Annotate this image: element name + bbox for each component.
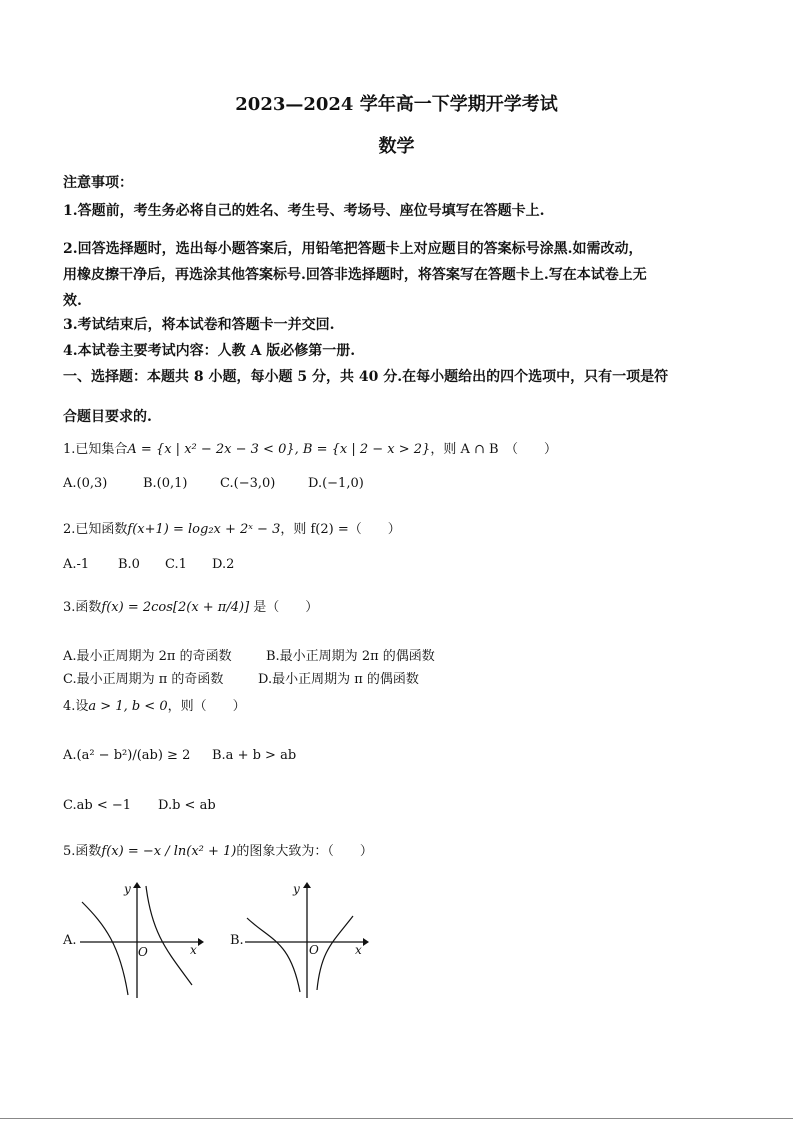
question-1-expression: A = {x | x² − 2x − 3 < 0}, B = {x | 2 − x > 2}	[127, 442, 431, 457]
graph-a-y-arrow-icon	[133, 882, 141, 888]
graph-a-x-arrow-icon	[198, 938, 204, 946]
question-2-option-a: A.-1	[63, 557, 90, 572]
notice-item-2-line-2: 用橡皮擦干净后，再选涂其他答案标号.回答非选择题时，将答案写在答题卡上.写在本试卷上无	[63, 267, 647, 283]
question-2-option-c: C.1	[165, 557, 187, 572]
question-2-stem: 2.已知函数	[63, 522, 128, 537]
question-5-stem: 5.函数	[63, 844, 102, 859]
question-4-stem: 4.设	[63, 699, 89, 714]
question-2-tail: ，则 f(2) =（ ）	[280, 522, 401, 537]
question-5-expression: f(x) = −x / ln(x² + 1)	[101, 844, 237, 859]
question-1-option-b: B.(0,1)	[143, 476, 188, 491]
question-3-option-b: B.最小正周期为 2π 的偶函数	[266, 649, 435, 664]
question-4	[63, 695, 246, 714]
question-3-option-c: C.最小正周期为 π 的奇函数	[63, 672, 224, 687]
question-5-option-a-label: A.	[63, 933, 77, 948]
question-3-stem: 3.函数	[63, 600, 102, 615]
notice-item-4: 4.本试卷主要考试内容：人教 A 版必修第一册.	[63, 343, 356, 359]
question-3-tail: 是（ ）	[253, 600, 319, 615]
graph-b-right-branch	[317, 916, 353, 990]
question-4-option-c: C.ab < −1	[63, 798, 132, 813]
graph-a-y-label: y	[124, 882, 131, 896]
notice-item-1: 1.答题前，考生务必将自己的姓名、考生号、考场号、座位号填写在答题卡上.	[63, 203, 545, 219]
question-1-option-d: D.(−1,0)	[308, 476, 364, 491]
question-4-option-d: D.b < ab	[158, 798, 216, 813]
graph-b-x-label: x	[355, 943, 362, 957]
question-4-tail: ，则（ ）	[167, 699, 246, 714]
question-1-tail: ，则 A ∩ B （ ）	[430, 442, 558, 457]
question-5-tail: 的图象大致为：（ ）	[236, 844, 373, 859]
question-3	[63, 596, 318, 615]
question-1-option-c: C.(−3,0)	[220, 476, 276, 491]
subject-title: 数学	[378, 136, 415, 157]
question-2-expression: f(x+1) = log₂x + 2ˣ − 3	[127, 522, 281, 537]
question-3-option-d: D.最小正周期为 π 的偶函数	[258, 672, 419, 687]
graph-b-origin-label: O	[309, 943, 319, 957]
question-3-option-a: A.最小正周期为 2π 的奇函数	[63, 649, 232, 664]
graph-a-x-label: x	[190, 943, 197, 957]
graph-b-y-label: y	[293, 882, 300, 896]
question-3-expression: f(x) = 2cos[2(x + π/4)]	[101, 600, 250, 615]
section-1-line-1: 一、选择题：本题共 8 小题，每小题 5 分，共 40 分.在每小题给出的四个选项中，只有一项是符	[63, 369, 669, 385]
question-2	[63, 518, 401, 537]
question-4-expression: a > 1, b < 0	[88, 699, 168, 714]
section-1-line-2: 合题目要求的.	[63, 409, 152, 425]
page-bottom-divider	[0, 1118, 793, 1119]
question-1	[63, 438, 557, 457]
question-5-graph-a	[80, 880, 205, 1000]
notice-item-2-line-3: 效.	[63, 293, 82, 309]
question-5	[63, 840, 373, 859]
graph-a-left-branch	[82, 902, 128, 995]
question-4-option-b: B.a + b > ab	[212, 748, 297, 763]
graph-a-right-branch	[146, 886, 192, 985]
question-4-option-a: A.(a² − b²)/(ab) ≥ 2	[63, 748, 191, 763]
notice-item-2-line-1: 2.回答选择题时，选出每小题答案后，用铅笔把答题卡上对应题目的答案标号涂黑.如需改动，	[63, 241, 643, 257]
question-1-option-a: A.(0,3)	[63, 476, 108, 491]
question-1-stem: 1.已知集合	[63, 442, 128, 457]
question-2-option-d: D.2	[212, 557, 235, 572]
graph-a-origin-label: O	[138, 945, 148, 959]
question-5-graph-b	[245, 880, 370, 1000]
notice-item-3: 3.考试结束后，将本试卷和答题卡一并交回.	[63, 317, 335, 333]
notice-heading: 注意事项：	[63, 175, 133, 191]
graph-b-y-arrow-icon	[303, 882, 311, 888]
question-5-option-b-label: B.	[230, 933, 244, 948]
graph-b-left-branch	[247, 918, 300, 992]
exam-title: 2023—2024 学年高一下学期开学考试	[235, 94, 558, 115]
question-2-option-b: B.0	[118, 557, 140, 572]
graph-b-x-arrow-icon	[363, 938, 369, 946]
